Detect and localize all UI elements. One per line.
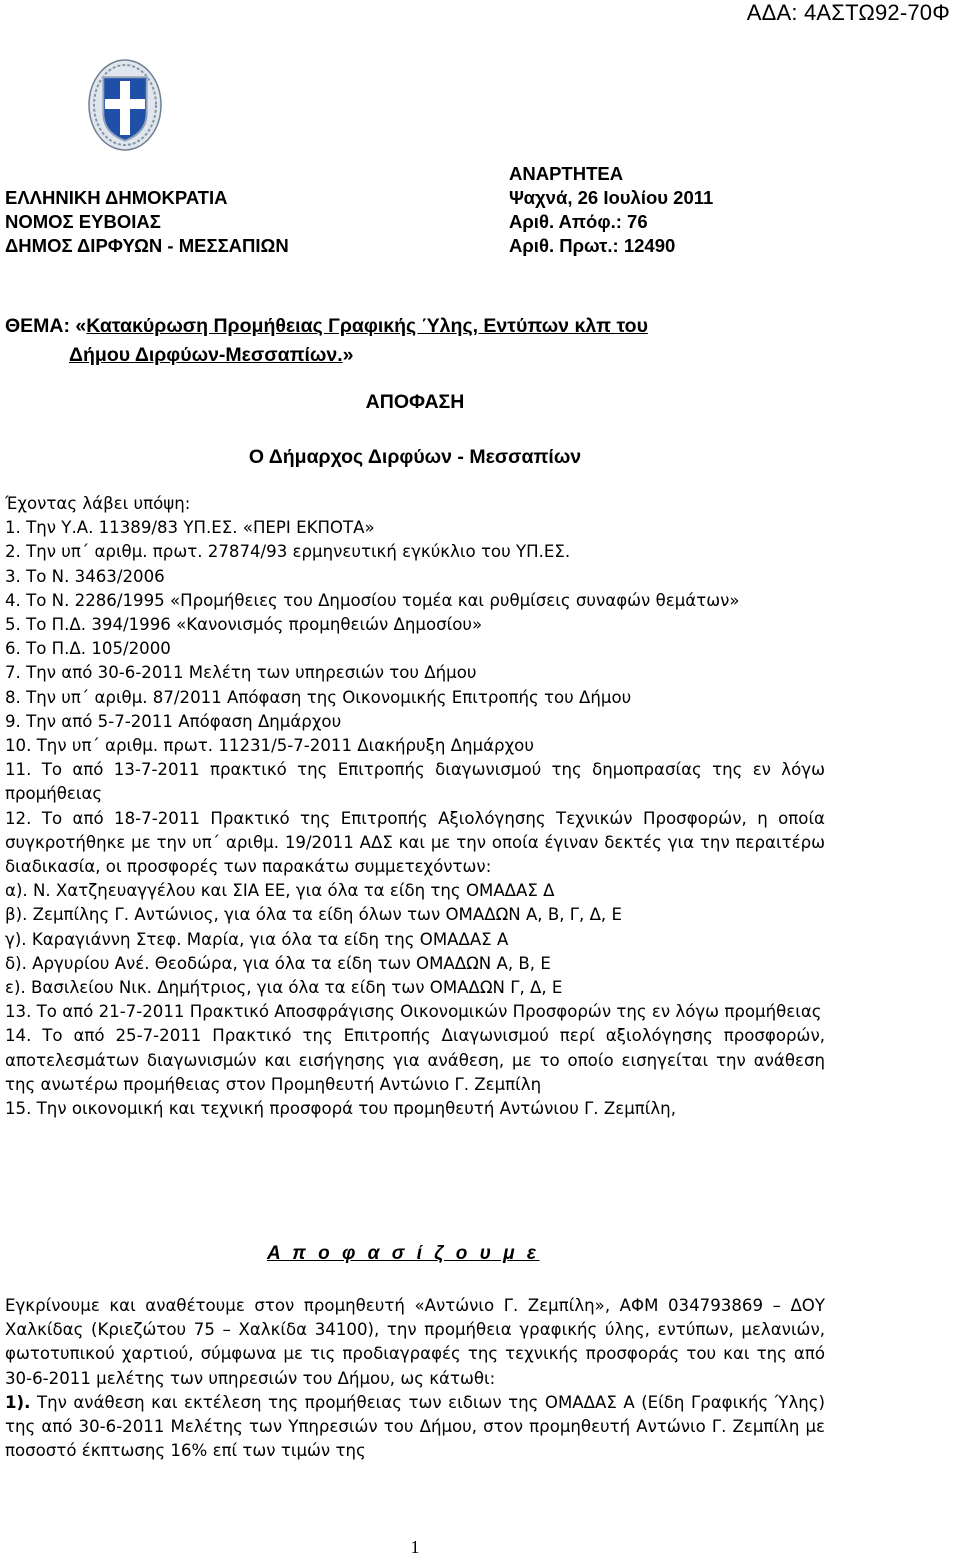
consideration-item: 1. Την Υ.Α. 11389/83 ΥΠ.ΕΣ. «ΠΕΡΙ ΕΚΠΟΤΑ» xyxy=(5,518,375,538)
consideration-item: 4. Το Ν. 2286/1995 «Προμήθειες του Δημοσίου τομέα και ρυθμίσεις συναφών θεμάτων» xyxy=(5,590,740,610)
decision-number: Αριθ. Απόφ.: 76 xyxy=(509,211,648,232)
decision-item-1 xyxy=(5,1391,825,1464)
subject-block xyxy=(5,312,648,370)
decision-item-1-number: 1). xyxy=(5,1392,31,1412)
participant-item: α). Ν. Χατζηευαγγέλου και ΣΙΑ ΕΕ, για όλα τα είδη της ΟΜΑΔΑΣ Δ xyxy=(5,881,555,901)
issuer-municipality: ΔΗΜΟΣ ΔΙΡΦΥΩΝ - ΜΕΣΣΑΠΙΩΝ xyxy=(5,235,289,256)
consideration-item: 12. Το από 18-7-2011 Πρακτικό της Επιτροπής Αξιολόγησης Τεχνικών Προσφορών, η οποία συγκροτήθηκε με την υπ΄ αριθμ. 19/2011 ΑΔΣ και με την οποία έγιναν δεκτές για την περαιτέρω διαδικασία, οι προσφορές των παρακάτω συμμετεχόντων: xyxy=(5,808,825,877)
page-number: 1 xyxy=(410,1537,420,1557)
ada-code: ΑΔΑ: 4ΑΣΤΩ92-70Φ xyxy=(746,0,950,25)
consideration-item: 5. Το Π.Δ. 394/1996 «Κανονισμός προμηθειών Δημοσίου» xyxy=(5,615,483,635)
mayor-title: Ο Δήμαρχος Διρφύων - Μεσσαπίων xyxy=(248,446,582,468)
subject-label: ΘΕΜΑ: « xyxy=(5,315,87,337)
subject-line-1: Κατακύρωση Προμήθειας Γραφικής Ύλης, Εντύπων κλπ του xyxy=(86,315,648,337)
greek-coat-of-arms-icon xyxy=(85,55,165,155)
consideration-item: 8. Την υπ΄ αριθμ. 87/2011 Απόφαση της Οικονομικής Επιτροπής του Δήμου xyxy=(5,687,632,707)
subject-close-quote: » xyxy=(342,344,354,366)
decision-paragraph: Εγκρίνουμε και αναθέτουμε στον προμηθευτή «Αντώνιο Γ. Ζεμπίλη», ΑΦΜ 034793869 – ΔΟΥ Χαλκίδας (Κριεζώτου 75 – Χαλκίδα 34100), την προμήθεια γραφικής ύλης, εντύπων, μελανιών, φωτοτυπικού χαρτιού, σύμφωνα με τις προδιαγραφές της τεχνικής προσφοράς του και της από 30-6-2011 μελέτης των υπηρεσιών του Δήμου, ως κάτωθι: xyxy=(5,1296,825,1388)
decide-heading: Α π ο φ α σ ί ζ ο υ μ ε xyxy=(267,1243,540,1264)
decision-item-1-text: Την ανάθεση και εκτέλεση της προμήθειας των ειδιων της ΟΜΑΔΑΣ Α (Είδη Γραφικής Ύλης) της από 30-6-2011 Μελέτης των Υπηρεσιών του Δήμου, στον προμηθευτή Αντώνιο Γ. Ζεμπίλη με ποσοστό έκπτωσης 16% επί των τιμών της xyxy=(5,1392,825,1461)
consideration-item: 13. Το από 21-7-2011 Πρακτικό Αποσφράγισης Οικονομικών Προσφορών της εν λόγω προμήθειας xyxy=(5,1002,822,1022)
document-meta-block xyxy=(509,162,713,258)
consideration-item: 2. Την υπ΄ αριθμ. πρωτ. 27874/93 ερμηνευτική εγκύκλιο του ΥΠ.ΕΣ. xyxy=(5,542,571,562)
participant-item: γ). Καραγιάννη Στεφ. Μαρία, για όλα τα είδη της ΟΜΑΔΑΣ Α xyxy=(5,929,509,949)
participant-item: ε). Βασιλείου Νικ. Δημήτριος, για όλα τα είδη των ΟΜΑΔΩΝ Γ, Δ, Ε xyxy=(5,978,563,998)
document-date: Ψαχνά, 26 Ιουλίου 2011 xyxy=(509,187,714,208)
decision-title: ΑΠΟΦΑΣΗ xyxy=(365,391,465,413)
considerations-intro: Έχοντας λάβει υπόψη: xyxy=(5,494,191,513)
consideration-item: 6. Το Π.Δ. 105/2000 xyxy=(5,639,171,659)
considerations-list xyxy=(5,492,825,1121)
protocol-number: Αριθ. Πρωτ.: 12490 xyxy=(509,235,676,256)
issuer-country: ΕΛΛΗΝΙΚΗ ΔΗΜΟΚΡΑΤΙΑ xyxy=(5,187,228,208)
participant-item: δ). Αργυρίου Ανέ. Θεοδώρα, για όλα τα είδη των ΟΜΑΔΩΝ Α, Β, Ε xyxy=(5,953,551,973)
consideration-item: 7. Την από 30-6-2011 Μελέτη των υπηρεσιών του Δήμου xyxy=(5,663,477,683)
decision-body xyxy=(5,1294,825,1463)
issuer-prefecture: ΝΟΜΟΣ ΕΥΒΟΙΑΣ xyxy=(5,211,161,232)
consideration-item: 11. Το από 13-7-2011 πρακτικό της Επιτροπής διαγωνισμού της δημοπρασίας της εν λόγω προμήθειας xyxy=(5,760,825,804)
consideration-item: 3. Το Ν. 3463/2006 xyxy=(5,566,165,586)
consideration-item: 9. Την από 5-7-2011 Απόφαση Δημάρχου xyxy=(5,711,342,731)
participant-item: β). Ζεμπίλης Γ. Αντώνιος, για όλα τα είδη όλων των ΟΜΑΔΩΝ Α, Β, Γ, Δ, Ε xyxy=(5,905,622,925)
posting-label: ΑΝΑΡΤΗΤΕΑ xyxy=(509,163,624,184)
subject-line-2: Δήμου Διρφύων-Μεσσαπίων. xyxy=(69,344,343,366)
consideration-item: 14. Το από 25-7-2011 Πρακτικό της Επιτροπής Διαγωνισμού περί αξιολόγησης προσφορών, αποτελεσμάτων διαγωνισμών και εισήγησης για ανάθεση, με το οποίο εισηγείται την ανάθεση της ανωτέρω προμήθειας στον Προμηθευτή Αντώνιο Γ. Ζεμπίλη xyxy=(5,1026,825,1094)
consideration-item: 15. Την οικονομική και τεχνική προσφορά του προμηθευτή Αντώνιου Γ. Ζεμπίλη, xyxy=(5,1099,676,1119)
issuer-block xyxy=(5,186,289,258)
consideration-item: 10. Την υπ΄ αριθμ. πρωτ. 11231/5-7-2011 Διακήρυξη Δημάρχου xyxy=(5,736,534,756)
